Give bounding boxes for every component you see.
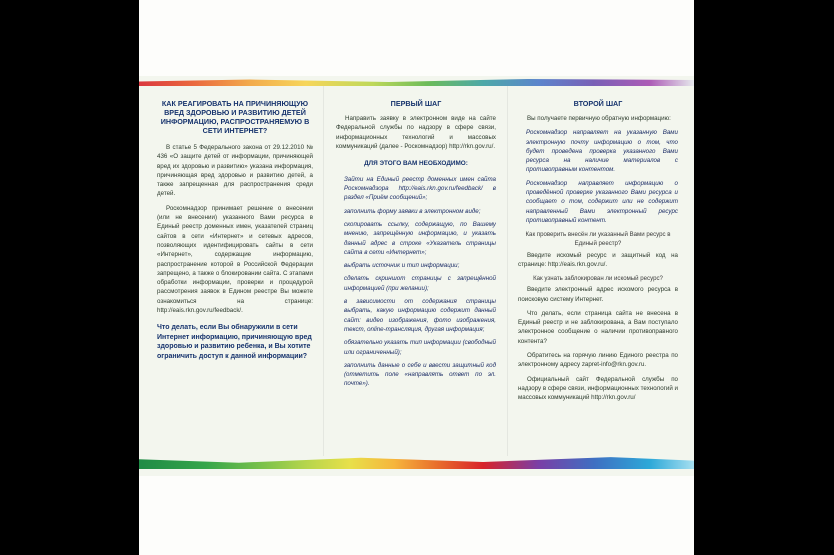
- fold-line: [507, 86, 508, 456]
- list-item: • заполнить данные о себе и ввести защитный код (отметить поле «направлять ответ по эл. почте»).: [344, 361, 496, 389]
- column-intro: [157, 99, 313, 454]
- intro-paragraph-law: В статье 5 Федерального закона от 29.12.2010 № 436 «О защите детей от информации, причиняющей вред их здоровью и развитию» указана информация, причиняющая вред здоровью и развитию детей, а также запрещенная для распространения среди детей.: [157, 144, 313, 198]
- step-one-list: [336, 175, 496, 389]
- intro-paragraph-registry: Роскомнадзор принимает решение о внесении (или не внесении) указанного Вами ресурса в Единый реестр доменных имен, указателей страниц сайтов в сети «Интернет» и сетевых адресов, позволяющих идентифицировать сайты в сети «Интернет», содержащие информацию, распространение которой в Российской Федерации запрещено, а также о блокировании сайта. С этапами обработки информации, проверки и процедурой рассмотрения заявок в Едином реестре Вы можете ознакомиться на странице: http://eais.rkn.gov.ru/feedback/.: [157, 204, 313, 315]
- list-item: • сделать скриншот страницы с запрещённой информацией (при желании);: [344, 274, 496, 293]
- list-item: • скопировать ссылку, содержащую, по Вашему мнению, запрещённую информацию, и указать данный адрес в строке «Указатель страницы сайта в сети «Интернет»;: [344, 220, 496, 257]
- fold-line: [323, 86, 324, 456]
- step-one-intro: Направить заявку в электронном виде на сайте Федеральной службы по надзору в сфере связи, информационных технологий и массовых коммуникаций (далее - Роскомнадзор) http://rkn.gov.ru/.: [336, 115, 496, 150]
- step-two-list: [518, 128, 678, 225]
- intro-question: Что делать, если Вы обнаружили в сети Интернет информацию, причиняющую вред здоровью и развитию ребенка, и Вы хотите ограничить доступ к данной информации?: [157, 324, 312, 360]
- column-step-one: [336, 99, 496, 454]
- answer-registry: Введите искомый ресурс и защитный код на странице: http://eais.rkn.gov.ru/.: [518, 251, 678, 268]
- answer-blocked: Введите электронный адрес искомого ресурса в поисковую систему Интернет.: [518, 286, 678, 303]
- list-item: • выбрать источник и тип информации;: [344, 261, 496, 270]
- list-item: • в зависимости от содержания страницы выбрать, какую информацию содержит данный сайт: видео изображения, фото изображения, текст, online-трансляция, другая информация;: [344, 297, 496, 334]
- step-one-subheading: ДЛЯ ЭТОГО ВАМ НЕОБХОДИМО:: [364, 160, 468, 168]
- step-two-heading: ВТОРОЙ ШАГ: [573, 99, 623, 108]
- paragraph-not-blocked: Что делать, если страница сайта не внесена в Единый реестр и не заблокирована, а Вам поступало электронное сообщение о наличии противоправного контента?: [518, 309, 678, 345]
- column-step-two: [518, 99, 678, 454]
- list-item: • обязательно указать тип информации (свободный или ограниченный);: [344, 338, 496, 357]
- question-blocked: Как узнать заблокирован ли искомый ресурс?: [533, 275, 663, 283]
- paragraph-official-site: Официальный сайт Федеральной службы по надзору в сфере связи, информационных технологий и массовых коммуникаций http://rkn.gov.ru/: [518, 375, 678, 402]
- list-item: • Роскомнадзор направляет на указанную Вами электронную почту информацию о том, что будет проведена проверка указанного Вами ресурса на наличие материалов с противоправным контентом.: [526, 128, 678, 174]
- intro-heading: КАК РЕАГИРОВАТЬ НА ПРИЧИНЯЮЩУЮ ВРЕД ЗДОРОВЬЮ И РАЗВИТИЮ ДЕТЕЙ ИНФОРМАЦИЮ, РАСПРОСТРАНЯЕМУЮ В СЕТИ ИНТЕРНЕТ?: [160, 99, 310, 135]
- list-item: • заполнить форму заявки в электронном виде;: [344, 207, 496, 216]
- step-one-heading: ПЕРВЫЙ ШАГ: [390, 99, 442, 108]
- paragraph-hotline: Обратитесь на горячую линию Единого реестра по электронному адресу zapret-info@rkn.gov.ru.: [518, 352, 678, 369]
- list-item: • Роскомнадзор направляет информацию о проведённой проверке указанного Вами ресурса и сообщает о том, содержит или не содержит направленный Вами электронный ресурс противоправный контент.: [526, 179, 678, 225]
- list-item: • Зайти на Единый реестр доменных имен сайта Роскомнадзора http://eais.rkn.gov.ru/feedback/ в раздел «Приём сообщений»;: [344, 175, 496, 203]
- question-registry: Как проверить внесён ли указанный Вами ресурс в Единый реестр?: [525, 231, 671, 248]
- step-two-intro: Вы получаете первичную обратную информацию:: [527, 115, 671, 122]
